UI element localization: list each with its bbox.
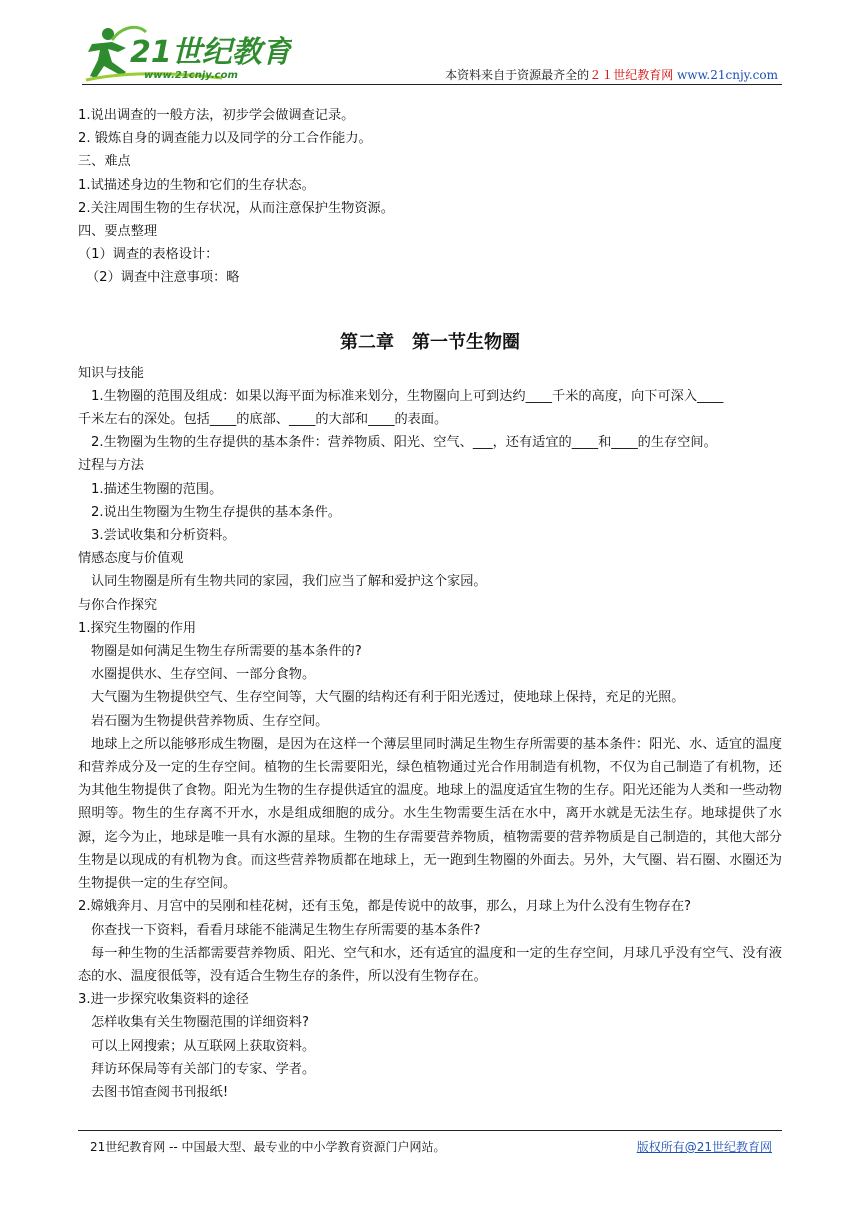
text-line: 3.尝试收集和分析资料。 [91,528,236,544]
text-line: 1.生物圈的范围及组成：如果以海平面为标准来划分，生物圈向上可到达约____千米的高度，向下可深入____ [91,388,724,404]
subsection-heading: 情感态度与价值观 [78,551,184,567]
text-line: 拜访环保局等有关部门的专家、学者。 [91,1061,316,1077]
text-line: （2）调查中注意事项：略 [86,270,240,286]
header-note [445,66,778,83]
header-site-name: ２１世纪教育网 [589,68,674,82]
subsection-heading: 过程与方法 [78,458,144,474]
footer-text: 21世纪教育网 -- 中国最大型、最专业的中小学教育资源门户网站。 [90,1140,446,1154]
header-divider [82,84,782,85]
text-line: 可以上网搜索；从互联网上获取资料。 [91,1038,316,1054]
text-line: 去图书馆查阅书刊报纸! [91,1084,229,1100]
question-title: 3.进一步探究收集资料的途径 [78,992,249,1008]
svg-text:www.21cnjy.com: www.21cnjy.com [144,70,238,81]
text-line: 1.说出调查的一般方法，初步学会做调查记录。 [78,108,355,123]
text-line: 1.描述生物圈的范围。 [91,481,223,497]
text-line: 物圈是如何满足生物生存所需要的基本条件的? [91,644,362,660]
text-line: 2.关注周围生物的生存状况，从而注意保护生物资源。 [78,200,394,216]
chapter-title: 第二章 第一节生物圈 [340,331,520,353]
page-header [82,22,782,88]
footer-divider [78,1130,782,1131]
text-line: 1.试描述身边的生物和它们的生存状态。 [78,177,315,193]
text-line: 千米左右的深处。包括____的底部、____的大部和____的表面。 [78,412,448,428]
document-body [78,104,782,1104]
text-line: 2.生物圈为生物的生存提供的基本条件：营养物质、阳光、空气、___，还有适宜的____和____的生存空间。 [91,435,717,451]
paragraph: 每一种生物的生活都需要营养物质、阳光、空气和水，还有适宜的温度和一定的生存空间，月球几乎没有空气、没有液态的水、温度很低等，没有适合生物生存的条件，所以没有生物存在。 [78,945,782,984]
paragraph: 地球上之所以能够形成生物圈，是因为在这样一个薄层里同时满足生物生存所需要的基本条件：阳光、水、适宜的温度和营养成分及一定的生存空间。植物的生长需要阳光，绿色植物通过光合作用制造有机物，不仅为自己制造了有机物，还为其他生物提供了食物。阳光为生物的生存提供适宜的温度。地球上的温度适宜生物的生存。阳光还能为人类和一些动物照明等。物生的生存离不开水，水是组成细胞的成分。水生生物需要生活在水中，离开水就是无法生存。地球提供了水源，迄今为止，地球是唯一具有水源的星球。生物的生存需要营养物质，植物需要的营养物质是自己制造的，其他大部分生物是以现成的有机物为食。而这些营养物质都在地球上，无一跑到生物圈的外面去。另外，大气圈、岩石圈、水圈还为生物提供一定的生存空间。 [78,736,782,892]
subsection-heading: 知识与技能 [78,365,144,381]
section-heading: 三、难点 [78,154,131,170]
section-heading: 四、要点整理 [78,224,158,240]
text-line: 水圈提供水、生存空间、一部分食物。 [91,667,316,683]
question-title: 2.嫦娥奔月、月宫中的吴刚和桂花树，还有玉兔，都是传说中的故事，那么，月球上为什么没有生物存在? [78,899,692,915]
text-line: 2. 锻炼自身的调查能力以及同学的分工合作能力。 [78,131,372,147]
header-site-link[interactable]: www.21cnjy.com [677,68,778,82]
text-line: 大气圈为生物提供空气、生存空间等，大气圈的结构还有利于阳光透过，使地球上保持，充足的光照。 [91,690,685,706]
svg-text:21世纪教育: 21世纪教育 [130,35,292,70]
text-line: 2.说出生物圈为生物生存提供的基本条件。 [91,504,341,520]
question-title: 1.探究生物圈的作用 [78,620,197,636]
subsection-heading: 与你合作探究 [78,597,158,613]
text-line: （1）调查的表格设计： [78,247,219,263]
text-line: 认同生物圈是所有生物共同的家园，我们应当了解和爱护这个家园。 [91,574,487,590]
text-line: 怎样收集有关生物圈范围的详细资料? [91,1015,309,1031]
text-line: 岩石圈为生物提供营养物质、生存空间。 [91,713,329,729]
footer-copyright-link[interactable]: 版权所有@21世纪教育网 [636,1140,772,1154]
header-note-prefix: 本资料来自于资源最齐全的 [445,68,590,82]
text-line: 你查找一下资料，看看月球能不能满足生物生存所需要的基本条件? [91,922,481,938]
site-logo [82,22,292,84]
